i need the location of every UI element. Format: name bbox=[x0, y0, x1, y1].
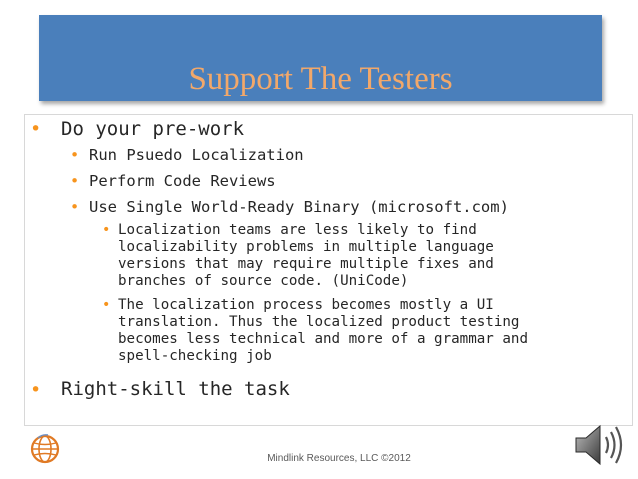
slide-title: Support The Testers bbox=[188, 61, 453, 97]
bullet-marker: • bbox=[70, 198, 80, 216]
bullet-marker: • bbox=[70, 146, 80, 164]
footer-copyright: Mindlink Resources, LLC ©2012 bbox=[267, 453, 411, 464]
bullet-localization-process-line: becomes less technical and more of a grammar and bbox=[118, 331, 528, 347]
bullet-localization-teams-line: Localization teams are less likely to find bbox=[118, 222, 477, 238]
bullet-localization-teams-line: branches of source code. (UniCode) bbox=[118, 273, 409, 289]
bullet-localization-process-line: translation. Thus the localized product testing bbox=[118, 314, 520, 330]
bullet-localization-process-line: spell-checking job bbox=[118, 348, 272, 364]
bullet-localization-teams-line: localizability problems in multiple language bbox=[118, 239, 494, 255]
bullet-do-your-pre-work: Do your pre-work bbox=[61, 118, 245, 140]
bullet-localization-process-line: The localization process becomes mostly a UI bbox=[118, 297, 494, 313]
bullet-marker: • bbox=[102, 297, 111, 313]
bullet-marker: • bbox=[102, 222, 111, 238]
bullet-pseudo-localization: Run Psuedo Localization bbox=[89, 146, 304, 164]
bullet-marker: • bbox=[70, 172, 80, 190]
bullet-code-reviews: Perform Code Reviews bbox=[89, 172, 276, 190]
bullet-localization-teams-line: versions that may require multiple fixes and bbox=[118, 256, 494, 272]
bullet-marker: • bbox=[30, 379, 42, 401]
speaker-icon[interactable] bbox=[572, 420, 632, 470]
title-bar bbox=[39, 15, 602, 101]
bullet-marker: • bbox=[30, 118, 42, 140]
bullet-right-skill: Right-skill the task bbox=[61, 378, 290, 400]
bullet-world-ready-binary: Use Single World-Ready Binary (microsoft.com) bbox=[89, 198, 509, 216]
